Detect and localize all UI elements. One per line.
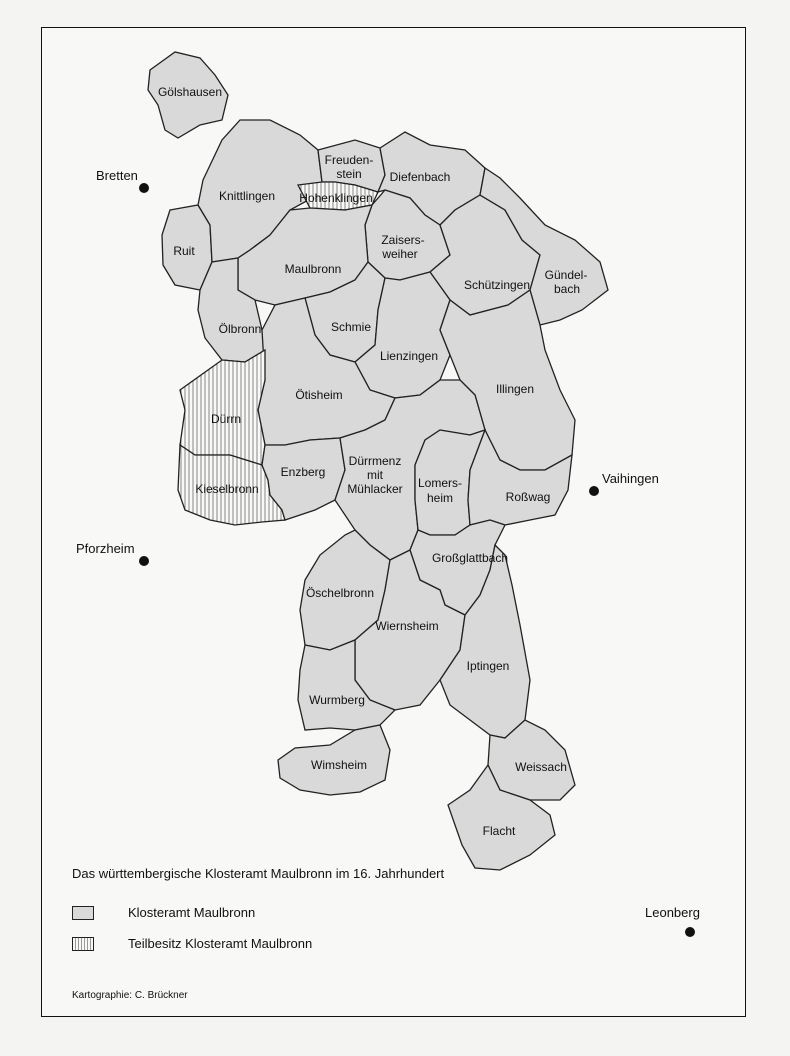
label-duerrn: Dürrn xyxy=(210,412,242,426)
label-schuetzingen: Schützingen xyxy=(463,278,531,292)
legend-swatch-partial xyxy=(72,937,94,951)
label-lomersheim-2: heim xyxy=(426,491,454,505)
label-oelbronn: Ölbronn xyxy=(218,322,262,336)
credit: Kartographie: C. Brückner xyxy=(72,990,188,1001)
map-title: Das württembergische Klosteramt Maulbronn im 16. Jahrhundert xyxy=(72,866,445,881)
label-hohenklingen: Hohenklingen xyxy=(299,191,373,205)
label-zaisersweiher-2: weiher xyxy=(382,247,418,261)
region-duerrn[interactable] xyxy=(180,350,265,465)
label-lienzingen: Lienzingen xyxy=(379,349,439,363)
label-zaisersweiher-1: Zaisers- xyxy=(381,233,425,247)
label-grossglattbach: Großglattbach xyxy=(431,551,509,565)
label-guendelbach-2: bach xyxy=(553,282,581,296)
legend-row-full xyxy=(72,905,255,920)
label-maulbronn: Maulbronn xyxy=(284,262,342,276)
label-duerrmenz-3: Mühlacker xyxy=(347,482,403,496)
label-guendelbach-1: Gündel- xyxy=(544,268,588,282)
city-label-vaihingen: Vaihingen xyxy=(602,471,659,486)
label-duerrmenz-1: Dürrmenz xyxy=(348,454,402,468)
city-marker-vaihingen xyxy=(589,486,599,496)
label-wimsheim: Wimsheim xyxy=(311,758,367,772)
city-marker-bretten xyxy=(139,183,149,193)
label-iptingen: Iptingen xyxy=(466,659,510,673)
label-goelshausen: Gölshausen xyxy=(157,85,223,99)
label-enzberg: Enzberg xyxy=(280,465,326,479)
label-flacht: Flacht xyxy=(482,824,516,838)
legend-label-partial: Teilbesitz Klosteramt Maulbronn xyxy=(128,936,313,951)
label-lomersheim-1: Lomers- xyxy=(417,476,463,490)
label-knittlingen: Knittlingen xyxy=(218,189,276,203)
city-marker-leonberg xyxy=(685,927,695,937)
label-rosswag: Roßwag xyxy=(505,490,551,504)
label-diefenbach: Diefenbach xyxy=(389,170,451,184)
label-illingen: Illingen xyxy=(495,382,535,396)
label-oeschelbronn: Öschelbronn xyxy=(305,586,375,600)
label-weissach: Weissach xyxy=(515,760,567,774)
label-ruit: Ruit xyxy=(173,244,195,258)
city-marker-pforzheim xyxy=(139,556,149,566)
label-schmie: Schmie xyxy=(330,320,372,334)
label-freudenstein-1: Freuden- xyxy=(324,153,374,167)
city-label-pforzheim: Pforzheim xyxy=(76,541,135,556)
label-freudenstein-2: stein xyxy=(336,167,362,181)
label-wurmberg: Wurmberg xyxy=(309,693,365,707)
legend-swatch-full xyxy=(72,906,94,920)
legend-label-full: Klosteramt Maulbronn xyxy=(128,905,256,920)
label-wiernsheim: Wiernsheim xyxy=(375,619,439,633)
label-duerrmenz-2: mit xyxy=(367,468,383,482)
city-label-bretten: Bretten xyxy=(96,168,138,183)
city-label-leonberg: Leonberg xyxy=(645,905,700,920)
label-oetisheim: Ötisheim xyxy=(295,388,343,402)
legend-row-partial xyxy=(72,936,312,951)
label-kieselbronn: Kieselbronn xyxy=(195,482,259,496)
